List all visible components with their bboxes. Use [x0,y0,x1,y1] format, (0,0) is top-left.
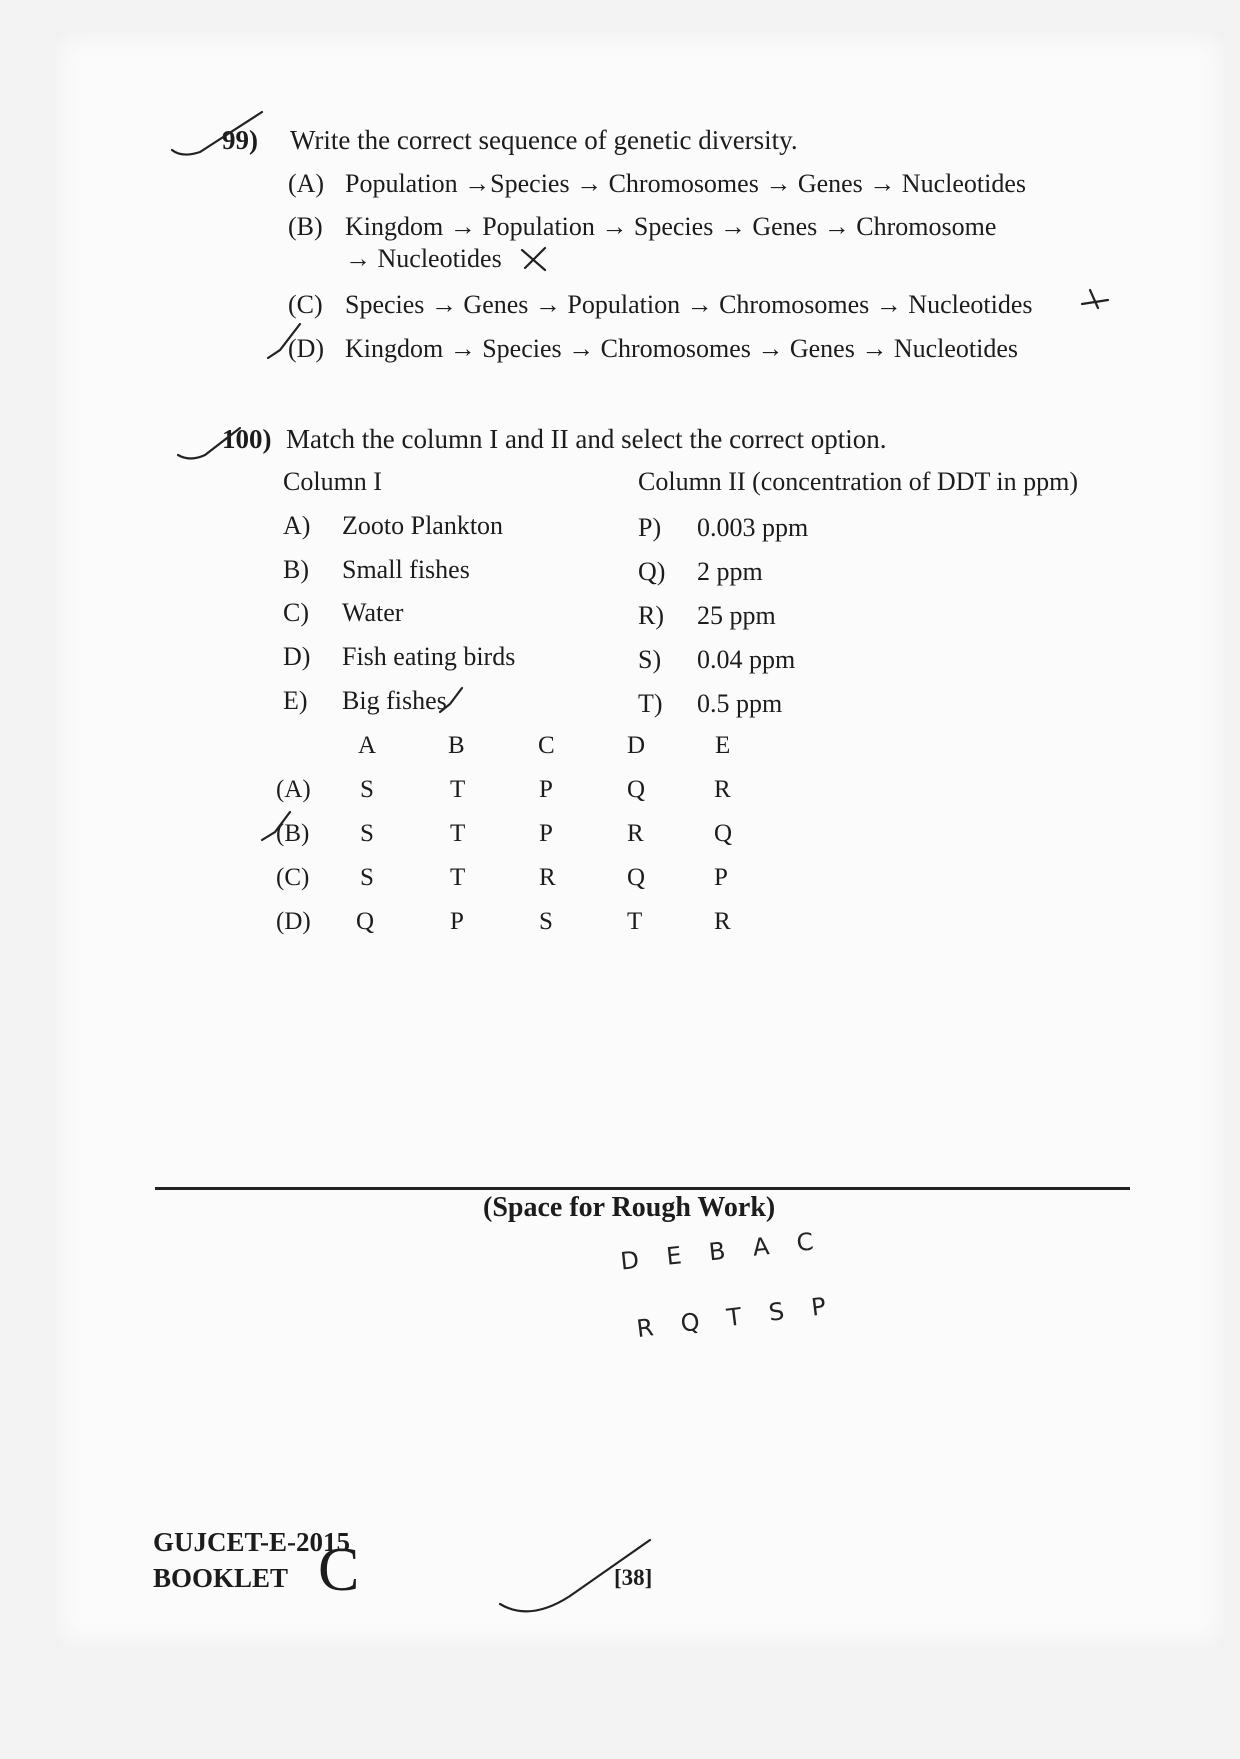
handwritten-note-2: R Q T S P [635,1290,838,1344]
answer-cell: T [450,776,466,803]
answer-cell: P [714,864,728,891]
col1-item-c: Water [342,598,404,627]
cross-mark-b [522,248,545,270]
tick-mark-e [440,688,462,712]
tick-mark-q100 [178,428,240,459]
col2-item-t: 0.5 ppm [697,689,783,718]
col1-item-d: Fish eating birds [342,642,516,671]
answer-cell: P [539,820,553,847]
rough-work-title: (Space for Rough Work) [483,1192,776,1223]
answer-cell: Q [627,864,646,891]
answer-header-a: A [358,732,377,759]
answer-cell: R [714,908,731,935]
col2-item-q: 2 ppm [697,557,763,586]
col1-label-e: E) [283,686,308,715]
answer-cell: P [539,776,553,803]
col1-label-c: C) [283,598,309,627]
answer-cell: R [714,776,731,803]
booklet-letter: C [318,1536,360,1604]
signature-stroke [500,1540,653,1611]
q99-option-c-label: (C) [288,290,323,319]
col2-item-s: 0.04 ppm [697,645,796,674]
answer-row-c-label: (C) [276,864,310,891]
answer-cell: R [539,864,556,891]
col1-label-d: D) [283,642,311,671]
col1-label-a: A) [283,511,311,540]
answer-cell: R [627,820,644,847]
col1-item-b: Small fishes [342,555,470,584]
col2-label-q: Q) [638,557,666,586]
answer-cell: Q [714,820,733,847]
q99-number: 99) [222,125,258,155]
q99-option-b-label: (B) [288,212,323,241]
col2-label-t: T) [638,689,663,718]
col2-label-s: S) [638,645,662,674]
q99-option-a-text: Population →Species → Chromosomes → Genes → Nucleotides [345,169,1026,198]
tick-mark-q99 [172,112,262,155]
answer-row-a-label: (A) [276,776,311,803]
answer-cell: S [539,908,553,935]
answer-cell: P [450,908,464,935]
col2-label-p: P) [638,513,662,542]
q99-option-d-text: Kingdom → Species → Chromosomes → Genes → Nucleotides [345,334,1019,363]
column2-header: Column II (concentration of DDT in ppm) [638,467,1078,496]
answer-row-b-label: (B) [276,820,310,847]
answer-cell: S [360,776,374,803]
col1-item-a: Zooto Plankton [342,511,504,540]
cross-mark-c [1082,290,1108,308]
answer-header-c: C [538,732,555,759]
answer-cell: S [360,864,374,891]
tick-mark-d [268,324,300,358]
answer-header-b: B [448,732,465,759]
q99-option-b-text: Kingdom → Population → Species → Genes → Chromosome [345,212,997,241]
answer-cell: S [360,820,374,847]
col2-item-p: 0.003 ppm [697,513,809,542]
booklet-label: BOOKLET [153,1563,289,1593]
col1-item-e: Big fishes [342,686,447,715]
answer-header-e: E [715,732,731,759]
answer-row-d-label: (D) [276,908,311,935]
q100-number: 100) [222,424,272,454]
answer-cell: T [450,820,466,847]
answer-cell: Q [627,776,646,803]
q99-text: Write the correct sequence of genetic diversity. [290,125,798,155]
col2-label-r: R) [638,601,664,630]
col2-item-r: 25 ppm [697,601,776,630]
col1-label-b: B) [283,555,309,584]
q99-option-d-label: (D) [288,334,325,363]
tick-mark-answer-b [262,812,290,840]
answer-cell: T [627,908,643,935]
handwritten-note-1: D E B A C [619,1226,825,1276]
answer-cell: Q [356,908,375,935]
column1-header: Column I [283,467,382,496]
answer-header-d: D [627,732,646,759]
q99-option-c-text: Species → Genes → Population → Chromosomes → Nucleotides [345,290,1033,319]
exam-code: GUJCET-E-2015 [153,1527,351,1557]
answer-cell: T [450,864,466,891]
q100-text: Match the column I and II and select the correct option. [286,424,887,454]
page-number: [38] [614,1565,653,1590]
q99-option-a-label: (A) [288,169,325,198]
q99-option-b-continuation: → Nucleotides [345,244,502,273]
